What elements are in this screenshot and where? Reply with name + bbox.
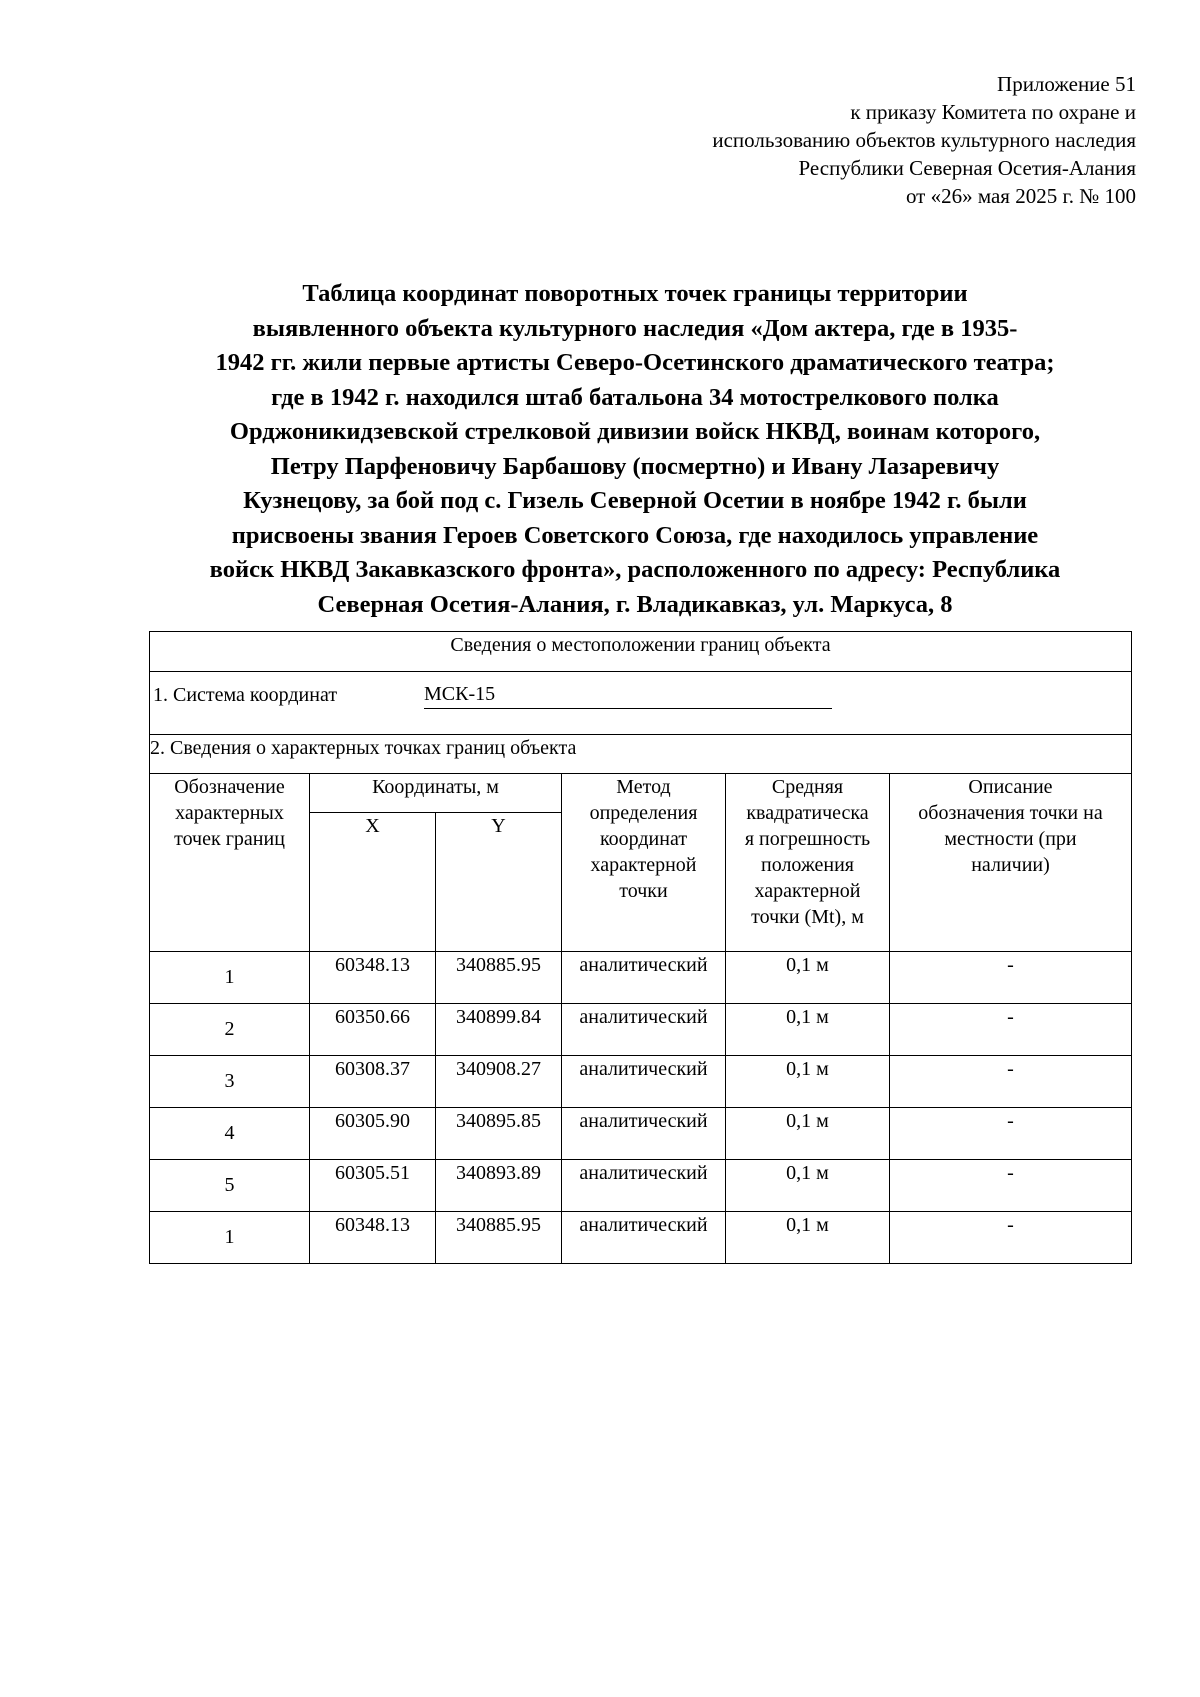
header-line: квадратическа <box>746 802 869 824</box>
table-row <box>150 1160 1132 1212</box>
coordinate-system-label: 1. Система координат <box>153 684 338 706</box>
annex-block <box>712 70 1136 210</box>
title-line: Петру Парфеновичу Барбашову (посмертно) и Ивану Лазаревичу <box>270 452 1000 480</box>
description: - <box>890 1056 1132 1108</box>
method: аналитический <box>562 1108 726 1160</box>
error: 0,1 м <box>726 1212 890 1264</box>
description: - <box>890 1160 1132 1212</box>
annex-line: использованию объектов культурного наследия <box>712 128 1136 152</box>
header-line: Метод <box>616 776 671 798</box>
title-line: Орджоникидзевской стрелковой дивизии войск НКВД, воинам которого, <box>229 418 1041 445</box>
error: 0,1 м <box>726 1108 890 1160</box>
header-line: Средняя <box>771 776 844 798</box>
point-number: 3 <box>150 1056 310 1108</box>
method: аналитический <box>562 1004 726 1056</box>
col-method-header <box>562 774 726 952</box>
header-line: положения <box>761 854 854 876</box>
header-line: точки <box>619 880 668 902</box>
header-line: наличии) <box>971 854 1050 876</box>
point-number: 1 <box>150 952 310 1004</box>
header-line: местности (при <box>944 828 1077 850</box>
coord-y: 340908.27 <box>436 1056 562 1108</box>
annex-line: Приложение 51 <box>997 72 1136 96</box>
coord-x: 60305.90 <box>310 1108 436 1160</box>
column-header-row <box>150 774 1132 813</box>
table-row <box>150 1212 1132 1264</box>
coordinate-system-row <box>150 672 1132 735</box>
table-row <box>150 1004 1132 1056</box>
coordinate-system-cell <box>150 672 1132 735</box>
coord-x: 60348.13 <box>310 952 436 1004</box>
points-header-row <box>150 735 1132 774</box>
table-row <box>150 1056 1132 1108</box>
table-row <box>150 952 1132 1004</box>
title-line: Кузнецову, за бой под с. Гизель Северной Осетии в ноябре 1942 г. были <box>243 487 1027 514</box>
header-line: характерной <box>754 880 861 902</box>
coord-x: 60350.66 <box>310 1004 436 1056</box>
description: - <box>890 1212 1132 1264</box>
annex-line: к приказу Комитета по охране и <box>850 100 1136 124</box>
method: аналитический <box>562 1056 726 1108</box>
error: 0,1 м <box>726 1056 890 1108</box>
header-line: Обозначение <box>174 776 285 798</box>
coord-x: 60348.13 <box>310 1212 436 1264</box>
title-line: 1942 гг. жили первые артисты Северо-Осетинского драматического театра; <box>215 349 1055 376</box>
col-x-header: X <box>310 813 436 952</box>
coord-x: 60305.51 <box>310 1160 436 1212</box>
col-y-header: Y <box>436 813 562 952</box>
header-line: Описание <box>968 776 1053 798</box>
coord-y: 340885.95 <box>436 1212 562 1264</box>
coordinate-system-value: МСК-15 <box>424 682 832 709</box>
header-line: характерных <box>175 802 284 824</box>
col-designation-header <box>150 774 310 952</box>
title-line: войск НКВД Закавказского фронта», расположенного по адресу: Республика <box>209 556 1061 583</box>
point-number: 5 <box>150 1160 310 1212</box>
col-error-header <box>726 774 890 952</box>
coordinates-table <box>149 631 1132 1264</box>
method: аналитический <box>562 1212 726 1264</box>
description: - <box>890 952 1132 1004</box>
title-line: Таблица координат поворотных точек границы территории <box>302 280 968 307</box>
header-line: определения <box>589 802 698 824</box>
point-number: 2 <box>150 1004 310 1056</box>
coord-y: 340895.85 <box>436 1108 562 1160</box>
error: 0,1 м <box>726 1004 890 1056</box>
header-line: обозначения точки на <box>918 802 1103 824</box>
section-header-row <box>150 632 1132 672</box>
title-line: Северная Осетия-Алания, г. Владикавказ, ул. Маркуса, 8 <box>317 590 953 618</box>
error: 0,1 м <box>726 952 890 1004</box>
error: 0,1 м <box>726 1160 890 1212</box>
description: - <box>890 1108 1132 1160</box>
col-description-header <box>890 774 1132 952</box>
title-line: присвоены звания Героев Советского Союза, где находилось управление <box>231 521 1039 549</box>
title-line: где в 1942 г. находился штаб батальона 34 мотострелкового полка <box>271 383 999 411</box>
col-coordinates-header: Координаты, м <box>310 774 562 813</box>
title-line: выявленного объекта культурного наследия «Дом актера, где в 1935- <box>252 314 1018 342</box>
coord-x: 60308.37 <box>310 1056 436 1108</box>
header-line: характерной <box>590 854 697 876</box>
coord-y: 340893.89 <box>436 1160 562 1212</box>
point-number: 4 <box>150 1108 310 1160</box>
header-line: точки (Mt), м <box>751 906 864 928</box>
header-line: я погрешность <box>744 828 871 850</box>
annex-line: от «26» мая 2025 г. № 100 <box>905 184 1136 208</box>
method: аналитический <box>562 952 726 1004</box>
points-header: 2. Сведения о характерных точках границ объекта <box>150 735 1132 774</box>
annex-line: Республики Северная Осетия-Алания <box>798 156 1136 180</box>
section-header: Сведения о местоположении границ объекта <box>150 632 1132 672</box>
header-line: координат <box>599 828 688 850</box>
method: аналитический <box>562 1160 726 1212</box>
header-line: точек границ <box>174 828 285 850</box>
coord-y: 340885.95 <box>436 952 562 1004</box>
description: - <box>890 1004 1132 1056</box>
coord-y: 340899.84 <box>436 1004 562 1056</box>
table-row <box>150 1108 1132 1160</box>
point-number: 1 <box>150 1212 310 1264</box>
document-title <box>140 277 1130 622</box>
